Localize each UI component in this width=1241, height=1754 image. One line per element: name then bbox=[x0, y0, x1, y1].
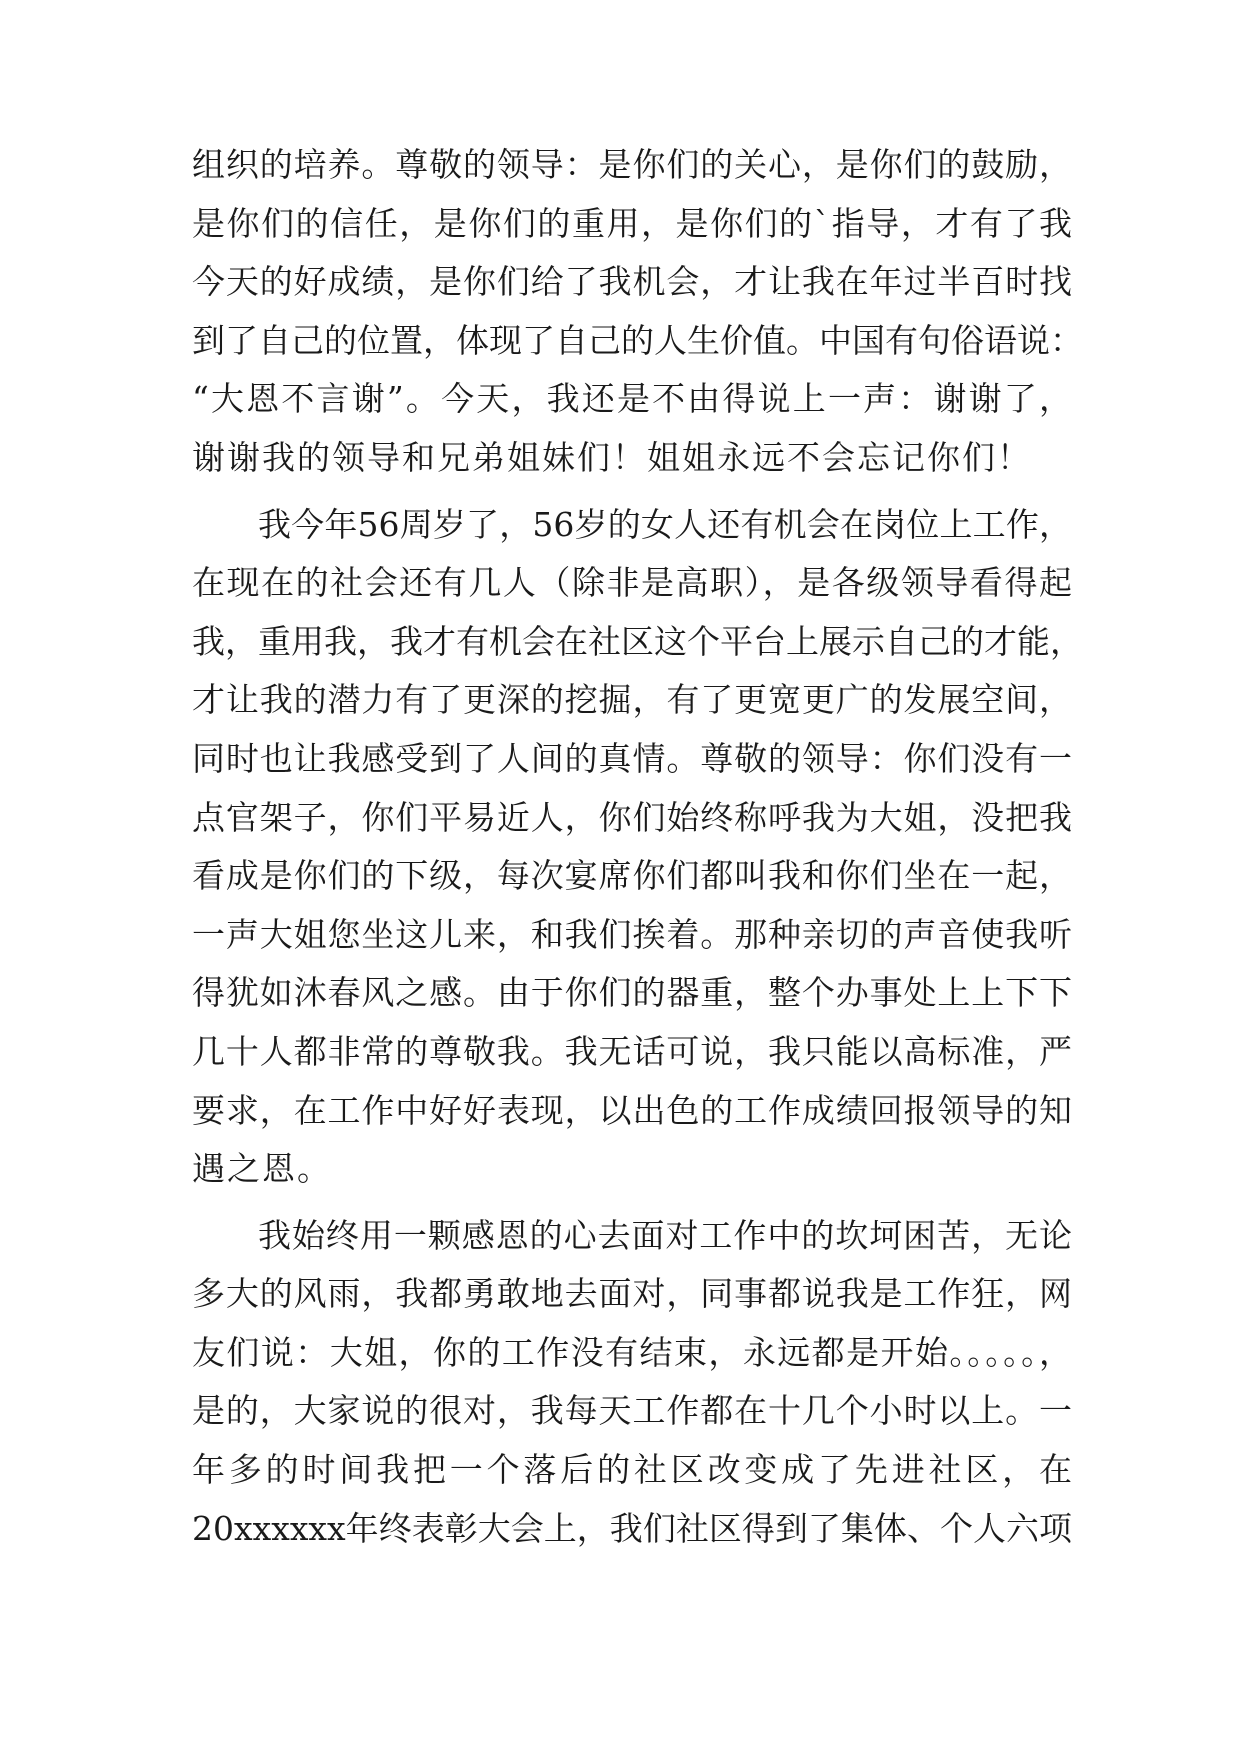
text-line: 遇之恩。 bbox=[192, 1149, 332, 1189]
text-line: 一声大姐您坐这儿来，和我们挨着。那种亲切的声音使我听 bbox=[192, 914, 1072, 954]
text-line: 友们说：大姐，你的工作没有结束，永远都是开始。。。。。， bbox=[192, 1332, 1072, 1372]
text-line: 今天的好成绩，是你们给了我机会，才让我在年过半百时找 bbox=[192, 262, 1072, 302]
text-line: 我，重用我，我才有机会在社区这个平台上展示自己的才能， bbox=[192, 621, 1083, 661]
paragraph-2 bbox=[192, 496, 1083, 1199]
text-line: 年多的时间我把一个落后的社区改变成了先进社区，在 bbox=[192, 1450, 1072, 1490]
text-line: 点官架子，你们平易近人，你们始终称呼我为大姐，没把我 bbox=[192, 797, 1072, 837]
text-line: 几十人都非常的尊敬我。我无话可说，我只能以高标准，严 bbox=[192, 1031, 1072, 1071]
text-line: 我今年56周岁了，56岁的女人还有机会在岗位上工作， bbox=[258, 504, 1072, 544]
text-line: 组织的培养。尊敬的领导：是你们的关心，是你们的鼓励， bbox=[192, 145, 1072, 184]
text-line: “大恩不言谢”。今天，我还是不由得说上一声：谢谢了， bbox=[192, 379, 1072, 419]
paragraph-spacer bbox=[192, 488, 1072, 496]
text-line: 多大的风雨，我都勇敢地去面对，同事都说我是工作狂，网 bbox=[192, 1274, 1072, 1314]
text-line: 我始终用一颗感恩的心去面对工作中的坎坷困苦，无论 bbox=[258, 1215, 1072, 1255]
text-line: 要求，在工作中好好表现，以出色的工作成绩回报领导的知 bbox=[192, 1090, 1072, 1130]
text-line: 得犹如沐春风之感。由于你们的器重，整个办事处上上下下 bbox=[192, 973, 1072, 1013]
text-line: 是你们的信任，是你们的重用，是你们的`指导，才有了我 bbox=[192, 203, 1072, 243]
paragraph-spacer bbox=[192, 1199, 1072, 1207]
text-line: 同时也让我感受到了人间的真情。尊敬的领导：你们没有一 bbox=[192, 738, 1072, 778]
text-line: 是的，大家说的很对，我每天工作都在十几个小时以上。一 bbox=[192, 1391, 1072, 1431]
text-line: 在现在的社会还有几人（除非是高职），是各级领导看得起 bbox=[192, 563, 1072, 603]
text-line: 谢谢我的领导和兄弟姐妹们！姐姐永远不会忘记你们！ bbox=[192, 437, 1032, 477]
text-line: 到了自己的位置，体现了自己的人生价值。中国有句俗语说： bbox=[192, 320, 1083, 360]
text-line: 20xxxxxx年终表彰大会上，我们社区得到了集体、个人六项 bbox=[192, 1508, 1072, 1548]
document-body bbox=[192, 136, 1083, 1558]
text-line: 才让我的潜力有了更深的挖掘，有了更宽更广的发展空间， bbox=[192, 680, 1072, 720]
text-line: 看成是你们的下级，每次宴席你们都叫我和你们坐在一起， bbox=[192, 856, 1072, 896]
paragraph-1 bbox=[192, 136, 1083, 488]
paragraph-3 bbox=[192, 1207, 1072, 1559]
